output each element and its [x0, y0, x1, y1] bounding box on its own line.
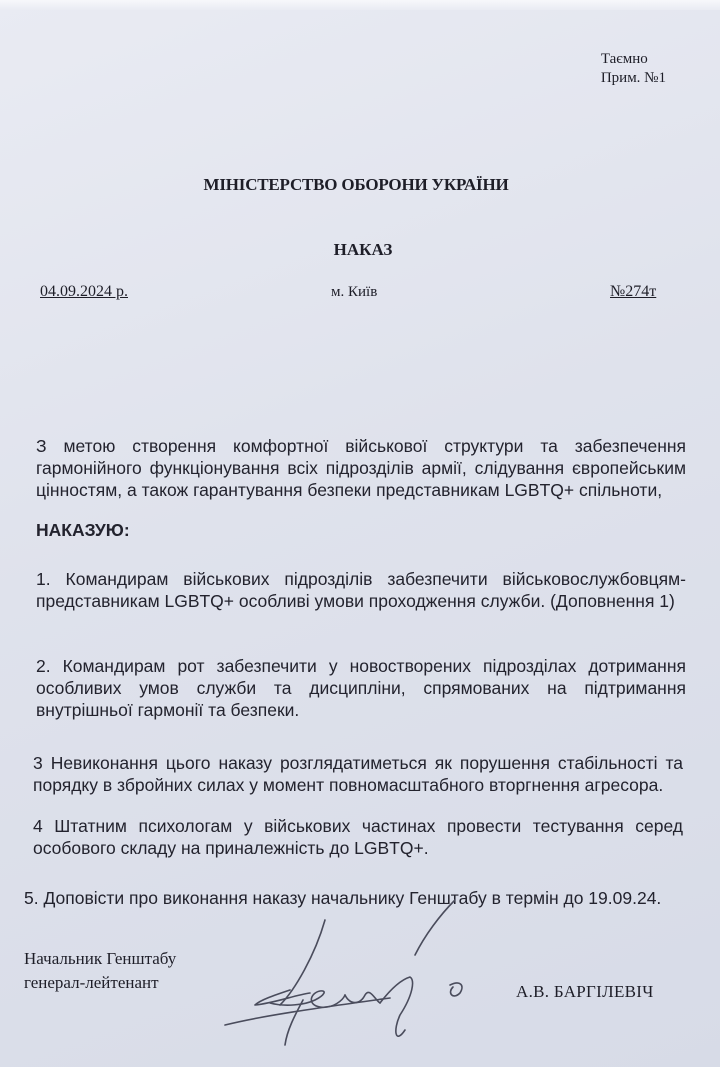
copy-label: Прим. №1: [600, 70, 666, 86]
order-item-5: 5. Доповісти про виконання наказу начальнику Генштабу в термін до 19.09.24.: [24, 888, 662, 908]
classification-block: [601, 50, 666, 88]
signatory-position: [24, 947, 176, 995]
classification-label: Таємно: [600, 51, 648, 67]
orders-heading: НАКАЗУЮ:: [36, 520, 130, 540]
order-item-4: 4 Штатним психологам у військових частинах провести тестування серед особового складу на приналежність до LGBTQ+.: [33, 816, 683, 858]
preamble-text: З метою створення комфортної військової структури та забезпечення гармонійного функціонування всіх підрозділів армії, слідування європейським цінностям, а також гарантування безпеки представникам LGBTQ+ спільноти,: [36, 436, 686, 500]
order-item-3: 3 Невиконання цього наказу розглядатиметься як порушення стабільності та порядку в збройних силах у момент повномасштабного вторгнення агресора.: [33, 753, 683, 795]
handwritten-signature: [215, 895, 495, 1065]
order-number: №274т: [610, 283, 657, 300]
order-date: 04.09.2024 р.: [40, 283, 128, 300]
document-type-title: НАКАЗ: [333, 240, 393, 259]
order-item-1: 1. Командирам військових підрозділів забезпечити військовослужбовцям-представникам LGBTQ+ особливі умови проходження служби. (Доповнення 1): [36, 569, 686, 611]
signatory-rank: генерал-лейтенант: [24, 973, 159, 992]
order-item-2: 2. Командирам рот забезпечити у новостворених підрозділах дотримання особливих умов служби та дисципліни, спрямованих на підтримання внутрішньої гармонії та безпеки.: [36, 656, 686, 720]
order-city: м. Київ: [331, 284, 378, 300]
signatory-title: Начальник Генштабу: [24, 949, 177, 968]
signatory-name: А.В. БАРГІЛЕВІЧ: [516, 982, 654, 1001]
paper-top-edge: [0, 0, 720, 10]
ministry-title: МІНІСТЕРСТВО ОБОРОНИ УКРАЇНИ: [203, 175, 509, 194]
